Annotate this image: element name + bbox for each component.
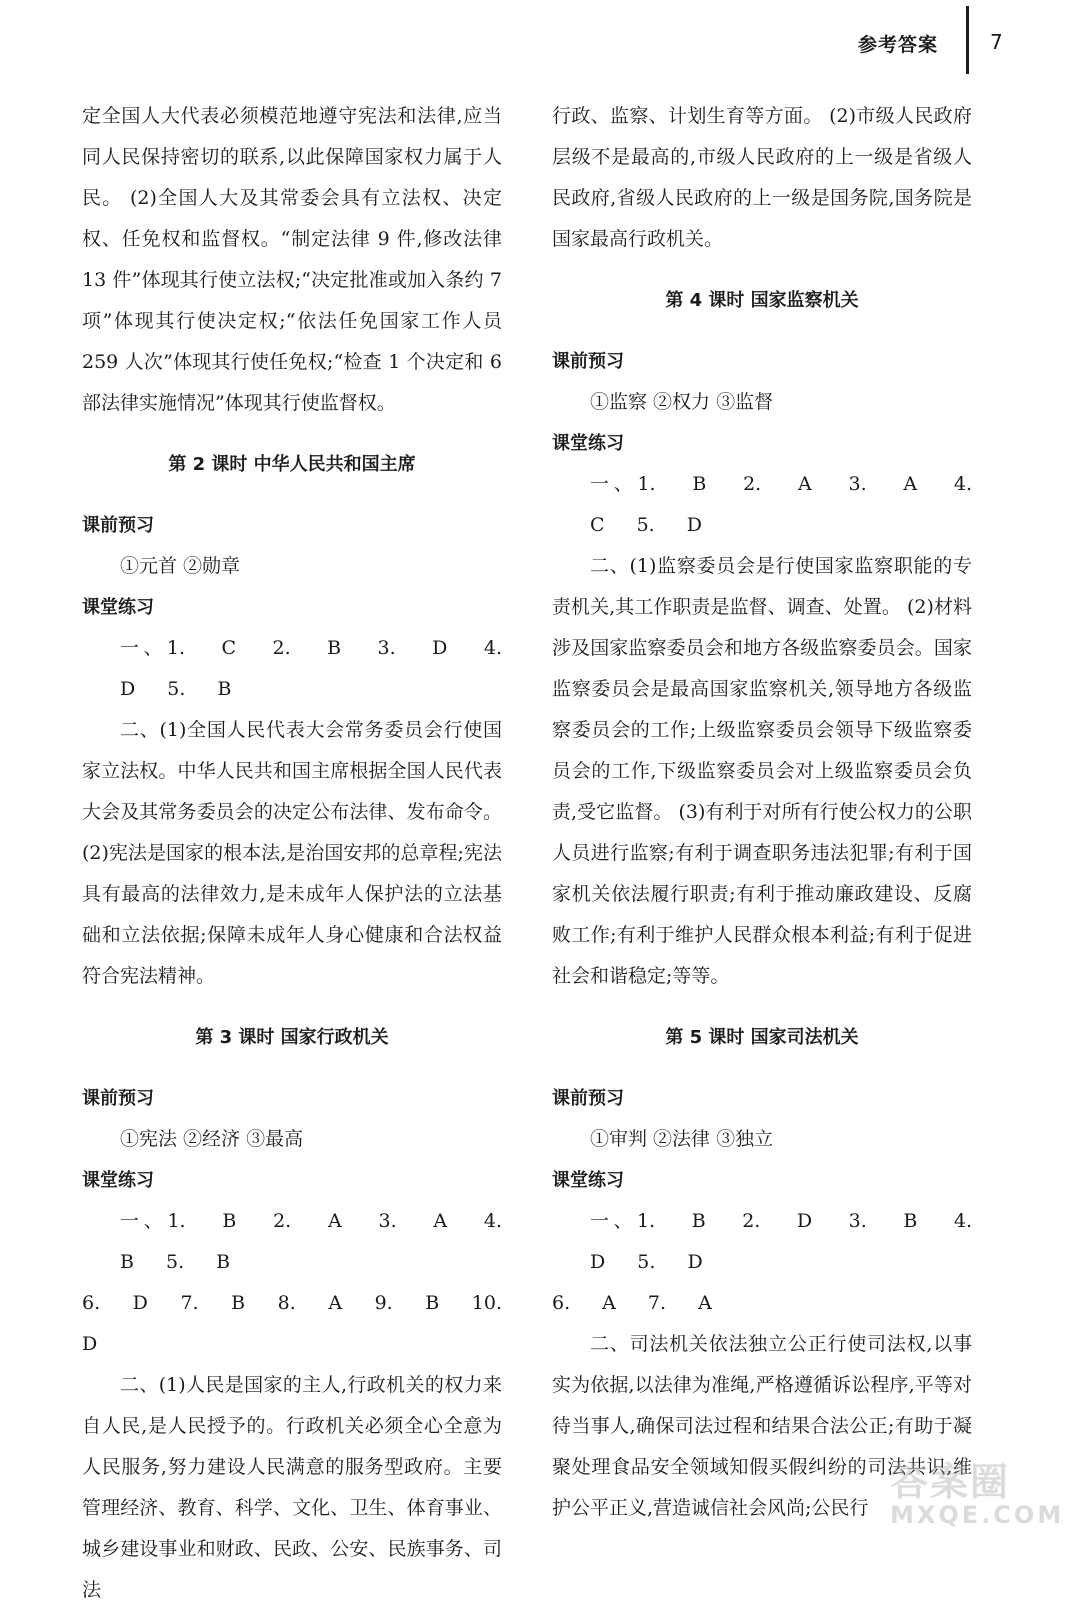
lesson-3-practice-label: 课堂练习 [82,1170,154,1191]
page-number: 7 [990,30,1003,54]
lesson-3-preview-label: 课前预习 [82,1088,154,1109]
header-divider [966,6,969,74]
page-header [0,28,1070,68]
lesson-4-q2: 二、(1)监察委员会是行使国家监察职能的专责机关,其工作职责是监督、调查、处置。 (2)材料涉及国家监察委员会和地方各级监察委员会。国家监察委员会是最高国家监察机关,领导地方各级监察委员会的工作;上级监察委员会领导下级监察委员会的工作,下级监察委员会对上级监察委员会负责,受它监督。 (3)有利于对所有行使公权力的公职人员进行监察;有利于调查职务违法犯罪;有利于国家机关依法履行职责;有利于推动廉政建设、反腐败工作;有利于维护人民群众根本利益;有利于促进社会和谐稳定;等等。 [552,555,972,987]
lesson-5-answers-2: 6. A 7. A [552,1292,712,1314]
lesson-5-preview-label: 课前预习 [552,1088,624,1109]
lesson-4-preview: ①监察 ②权力 ③监督 [590,391,774,413]
lesson-5-practice-label: 课堂练习 [552,1170,624,1191]
lesson-3-answers-2: 6. D 7. B 8. A 9. B 10. D [82,1292,502,1355]
lesson-3-title: 第 3 课时 国家行政机关 [195,1027,389,1048]
lesson-5-title: 第 5 课时 国家司法机关 [665,1027,859,1048]
lesson-4-title: 第 4 课时 国家监察机关 [665,290,859,311]
lesson-2-preview: ①元首 ②勋章 [120,555,241,577]
lesson-2-preview-label: 课前预习 [82,515,154,536]
header-title: 参考答案 [858,34,939,56]
right-column [552,96,972,1529]
lesson-2-practice-label: 课堂练习 [82,597,154,618]
lesson-5-answers-1: 一、1. B 2. D 3. B 4. D 5. D [590,1210,972,1273]
lesson-4-answers: 一、1. B 2. A 3. A 4. C 5. D [590,473,972,536]
lesson-4-preview-label: 课前预习 [552,351,624,372]
lesson-2-answers: 一、1. C 2. B 3. D 4. D 5. B [120,637,502,700]
site-watermark [890,1462,1066,1534]
lesson-3-answers-1: 一、1. B 2. A 3. A 4. B 5. B [120,1210,502,1273]
left-column [82,96,502,1611]
lesson-2-title: 第 2 课时 中华人民共和国主席 [168,454,416,475]
intro-paragraph: 定全国人大代表必须模范地遵守宪法和法律,应当同人民保持密切的联系,以此保障国家权力属于人民。 (2)全国人大及其常委会具有立法权、决定权、任免权和监督权。“制定法律 9 件,修改法律 13 件”体现其行使立法权;“决定批准或加入条约 7 项”体现其行使决定权;“依法任免国家工作人员 259 人次”体现其行使任免权;“检查 1 个决定和 6 部法律实施情况”体现其行使监督权。 [82,105,502,414]
lesson-5-preview: ①审判 ②法律 ③独立 [590,1128,774,1150]
lesson-5-q2: 二、司法机关依法独立公正行使司法权,以事实为依据,以法律为准绳,严格遵循诉讼程序,平等对待当事人,确保司法过程和结果合法公正;有助于凝聚处理食品安全领域知假买假纠纷的司法共识,维护公平正义,营造诚信社会风尚;公民行 [552,1333,972,1519]
watermark-url: MXQE.COM [890,1501,1065,1529]
lesson-4-practice-label: 课堂练习 [552,433,624,454]
watermark-logo-text: 答案圈 [890,1460,1011,1504]
continuation-paragraph: 行政、监察、计划生育等方面。 (2)市级人民政府层级不是最高的,市级人民政府的上一级是省级人民政府,省级人民政府的上一级是国务院,国务院是国家最高行政机关。 [552,105,972,250]
lesson-2-q2: 二、(1)全国人民代表大会常务委员会行使国家立法权。中华人民共和国主席根据全国人民代表大会及其常务委员会的决定公布法律、发布命令。 (2)宪法是国家的根本法,是治国安邦的总章程;宪法具有最高的法律效力,是未成年人保护法的立法基础和立法依据;保障未成年人身心健康和合法权益符合宪法精神。 [82,719,502,987]
lesson-3-preview: ①宪法 ②经济 ③最高 [120,1128,304,1150]
lesson-3-q2: 二、(1)人民是国家的主人,行政机关的权力来自人民,是人民授予的。行政机关必须全心全意为人民服务,努力建设人民满意的服务型政府。主要管理经济、教育、科学、文化、卫生、体育事业、城乡建设事业和财政、民政、公安、民族事务、司法 [82,1374,502,1601]
